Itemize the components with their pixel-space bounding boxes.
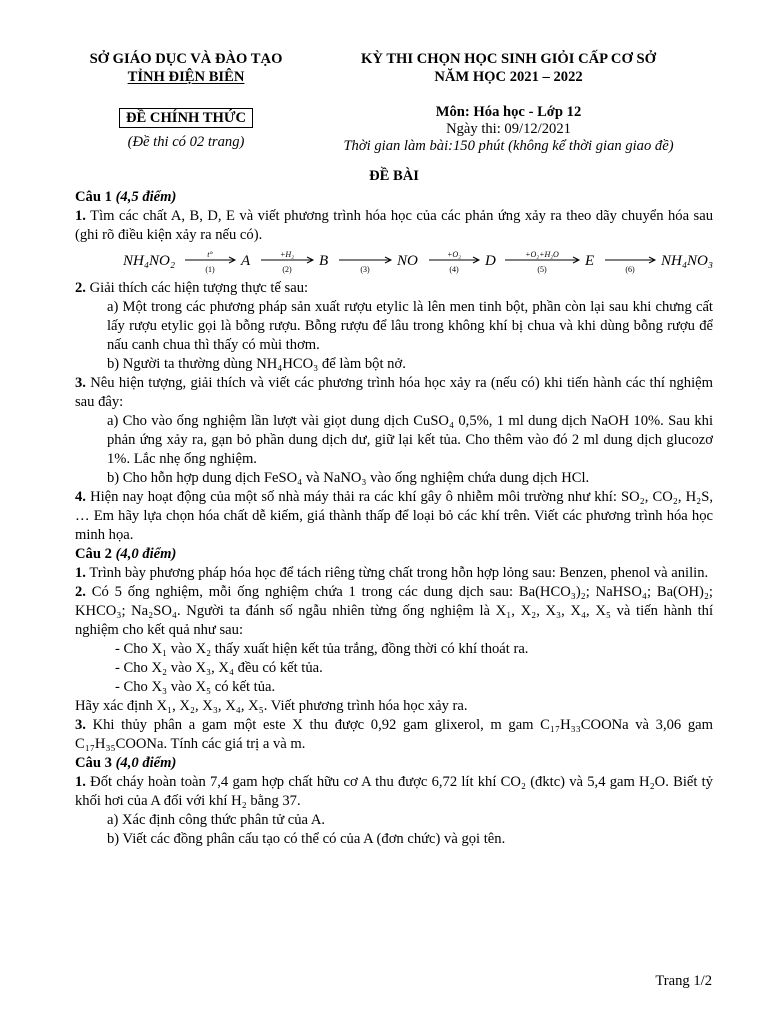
q3-part-1: 1. Đốt cháy hoàn toàn 7,4 gam hợp chất hữu cơ A thu được 6,72 lít khí CO₂ (đktc) và 5,4 gam H₂O. Biết tỷ khối hơi của A đối với khí H₂ bằng 37. <box>75 774 713 809</box>
scheme-step-number: (2) <box>282 265 292 274</box>
question-2-heading: Câu 2 (4,0 điểm) <box>75 546 177 562</box>
exam-date: Ngày thi: 09/12/2021 <box>446 121 571 137</box>
scheme-step-number: (4) <box>449 265 459 274</box>
province-name: TỈNH ĐIỆN BIÊN <box>127 69 245 85</box>
pages-note: (Đề thi có 02 trang) <box>127 134 245 150</box>
q2-item: - Cho X₁ vào X₂ thấy xuất hiện kết tủa trắng, đồng thời có khí thoát ra. <box>115 641 529 657</box>
scheme-condition: +H₂ <box>280 250 294 259</box>
reaction-scheme-diagram <box>115 245 714 279</box>
page-number: Trang 1/2 <box>655 973 712 989</box>
q1-part-2b: b) Người ta thường dùng NH₄HCO₃ để làm bột nở. <box>107 356 406 372</box>
scheme-step-number: (3) <box>360 265 370 274</box>
question-1-heading: Câu 1 (4,5 điểm) <box>75 189 177 205</box>
scheme-step-number: (1) <box>205 265 215 274</box>
official-badge: ĐỀ CHÍNH THỨC <box>119 108 253 128</box>
section-title: ĐỀ BÀI <box>369 168 419 184</box>
scheme-step-number: (5) <box>537 265 547 274</box>
exam-title: KỲ THI CHỌN HỌC SINH GIỎI CẤP CƠ SỞ <box>361 51 656 67</box>
scheme-node: NH₄NO₃ <box>661 253 714 269</box>
issuer-block <box>75 50 297 150</box>
q3-part-1a: a) Xác định công thức phân tử của A. <box>107 812 326 828</box>
scheme-node: B <box>319 253 329 269</box>
q1-part-2a: a) Một trong các phương pháp sản xuất rượu etylic là lên men tinh bột, phần còn lại sau khi chưng cất lấy rượu etylic gọi là bỗng rượu. Bỗng rượu để lâu trong không khí bị chua và khi dùng bỗng rượu để nấu canh chua thì thấy có mùi thơm. <box>107 299 713 353</box>
scheme-condition: t° <box>207 250 213 259</box>
q2-part-2: 2. Có 5 ống nghiệm, mỗi ống nghiệm chứa 1 trong các dung dịch sau: Ba(HCO₃)₂; NaHSO₄; Ba(OH)₂; KHCO₃; Na₂SO₄. Người ta đánh số ngẫu nhiên từng ống nghiệm là X₁, X₂, X₃, X₄, X₅ và tiến hành thí nghiệm cho kết quả như sau: <box>75 584 713 638</box>
q1-part-4: 4. Hiện nay hoạt động của một số nhà máy thải ra các khí gây ô nhiễm môi trường như khí: SO₂, CO₂, H₂S, … Em hãy lựa chọn hóa chất dễ kiếm, giá thành thấp để loại bỏ các khí trên. Viết các phương trình hóa học minh họa. <box>75 489 713 543</box>
q2-part-3: 3. Khi thủy phân a gam một este X thu được 0,92 gam glixerol, m gam C₁₇H₃₃COONa và 3,06 gam C₁₇H₃₅COONa. Tính các giá trị a và m. <box>75 717 713 752</box>
question-3-heading: Câu 3 (4,0 điểm) <box>75 755 177 771</box>
scheme-node: A <box>241 253 251 269</box>
scheme-step-number: (6) <box>625 265 635 274</box>
scheme-node: E <box>585 253 595 269</box>
exam-info-block <box>306 50 711 155</box>
q1-part-3b: b) Cho hỗn hợp dung dịch FeSO₄ và NaNO₃ vào ống nghiệm chứa dung dịch HCl. <box>107 470 590 486</box>
q2-item: - Cho X₃ vào X₅ có kết tủa. <box>115 679 276 695</box>
school-year: NĂM HỌC 2021 – 2022 <box>434 69 583 85</box>
scheme-condition: +O₂+H₂O <box>525 250 559 259</box>
dept-name: SỞ GIÁO DỤC VÀ ĐÀO TẠO <box>89 51 283 67</box>
q1-part-2: 2. Giải thích các hiện tượng thực tế sau: <box>75 280 309 296</box>
reaction-scheme <box>75 245 713 279</box>
scheme-condition: +O₂ <box>447 250 461 259</box>
q2-part-2-end: Hãy xác định X₁, X₂, X₃, X₄, X₅. Viết phương trình hóa học xảy ra. <box>75 698 468 714</box>
q1-part-3: 3. Nêu hiện tượng, giải thích và viết các phương trình hóa học xảy ra (nếu có) khi tiến hành các thí nghiệm sau đây: <box>75 375 713 410</box>
scheme-node: NO <box>397 253 418 269</box>
subject: Môn: Hóa học - Lớp 12 <box>435 104 582 120</box>
q2-item: - Cho X₂ vào X₃, X₄ đều có kết tủa. <box>115 660 323 676</box>
scheme-node: D <box>485 253 496 269</box>
q3-part-1b: b) Viết các đồng phân cấu tạo có thể có của A (đơn chức) và gọi tên. <box>107 831 506 847</box>
q2-part-1: 1. Trình bày phương pháp hóa học để tách riêng từng chất trong hỗn hợp lỏng sau: Benzen, phenol và anilin. <box>75 565 709 581</box>
scheme-node: NH₄NO₂ <box>123 253 176 269</box>
q1-part-3a: a) Cho vào ống nghiệm lần lượt vài giọt dung dịch CuSO₄ 0,5%, 1 ml dung dịch NaOH 10%. Sau khi phản ứng xảy ra, gạn bỏ phần dung dịch dư, giữ lại kết tủa. Cho thêm vào đó 2 ml dung dịch glucozơ 1%. Lắc nhẹ ống nghiệm. <box>107 413 713 467</box>
exam-duration: Thời gian làm bài:150 phút (không kể thời gian giao đề) <box>343 138 674 154</box>
exam-body <box>75 167 713 849</box>
q1-part-1: 1. Tìm các chất A, B, D, E và viết phương trình hóa học của các phản ứng xảy ra theo dãy chuyển hóa sau (ghi rõ điều kiện xảy ra nếu có). <box>75 208 713 243</box>
